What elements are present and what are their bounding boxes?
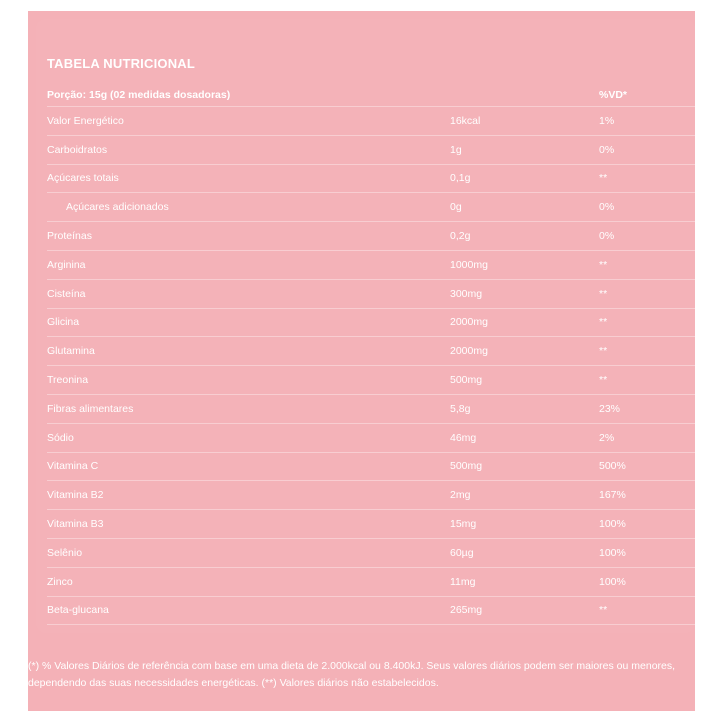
nutrient-amount: 16kcal bbox=[450, 114, 481, 127]
nutrient-amount: 15mg bbox=[450, 518, 477, 531]
nutrient-amount: 60µg bbox=[450, 546, 474, 559]
nutrient-vd: 0% bbox=[599, 143, 615, 156]
table-row bbox=[47, 453, 695, 482]
table-row bbox=[47, 395, 695, 424]
nutrient-name: Arginina bbox=[47, 258, 86, 271]
nutrient-amount: 500mg bbox=[450, 460, 483, 473]
nutrient-amount: 2mg bbox=[450, 489, 471, 502]
nutrient-vd: ** bbox=[599, 172, 608, 185]
nutrient-name: Selênio bbox=[47, 546, 83, 559]
table-row bbox=[47, 309, 695, 338]
table-title: TABELA NUTRICIONAL bbox=[47, 56, 196, 71]
nutrient-amount: 1000mg bbox=[450, 258, 488, 271]
table-row bbox=[47, 165, 695, 194]
nutrient-amount: 265mg bbox=[450, 604, 483, 617]
table-row bbox=[47, 337, 695, 366]
table-row bbox=[47, 107, 695, 136]
table-row bbox=[47, 366, 695, 395]
table-row bbox=[47, 193, 695, 222]
table-row bbox=[47, 424, 695, 453]
nutrient-amount: 2000mg bbox=[450, 345, 488, 358]
table-row bbox=[47, 539, 695, 568]
nutrient-name: Carboidratos bbox=[47, 143, 108, 156]
nutrient-amount: 500mg bbox=[450, 374, 483, 387]
nutrient-name: Zinco bbox=[47, 575, 73, 588]
table-row bbox=[47, 222, 695, 251]
nutrient-vd: 0% bbox=[599, 230, 615, 243]
nutrient-vd: 23% bbox=[599, 402, 621, 415]
nutrient-name: Treonina bbox=[47, 374, 89, 387]
nutrient-amount: 0,1g bbox=[450, 172, 471, 185]
nutrient-vd: ** bbox=[599, 258, 608, 271]
portion-header: Porção: 15g (02 medidas dosadoras) bbox=[47, 89, 231, 101]
table-header-row bbox=[47, 84, 695, 107]
nutrient-vd: ** bbox=[599, 374, 608, 387]
nutrient-name: Vitamina B2 bbox=[47, 489, 104, 502]
nutrient-vd: 167% bbox=[599, 489, 626, 502]
nutrient-vd: ** bbox=[599, 604, 608, 617]
nutrient-name: Açúcares adicionados bbox=[66, 201, 169, 214]
table-row bbox=[47, 251, 695, 280]
vd-header: %VD* bbox=[599, 89, 628, 101]
nutrient-name: Glutamina bbox=[47, 345, 95, 358]
nutrient-vd: ** bbox=[599, 345, 608, 358]
nutrient-name: Vitamina C bbox=[47, 460, 99, 473]
nutrient-vd: ** bbox=[599, 316, 608, 329]
table-row bbox=[47, 568, 695, 597]
nutrient-amount: 46mg bbox=[450, 431, 477, 444]
table-row bbox=[47, 280, 695, 309]
nutrition-panel bbox=[28, 11, 695, 711]
nutrient-amount: 1g bbox=[450, 143, 462, 156]
table-row bbox=[47, 510, 695, 539]
nutrient-name: Beta-glucana bbox=[47, 604, 109, 617]
nutrient-vd: 100% bbox=[599, 575, 626, 588]
nutrient-name: Vitamina B3 bbox=[47, 518, 104, 531]
nutrient-amount: 11mg bbox=[450, 575, 476, 588]
nutrient-name: Açúcares totais bbox=[47, 172, 119, 185]
nutrient-vd: 2% bbox=[599, 431, 615, 444]
nutrient-vd: 0% bbox=[599, 201, 615, 214]
nutrient-amount: 0g bbox=[450, 201, 462, 214]
nutrient-name: Proteínas bbox=[47, 230, 92, 243]
nutrient-vd: 500% bbox=[599, 460, 626, 473]
table-row bbox=[47, 136, 695, 165]
nutrient-name: Sódio bbox=[47, 431, 74, 444]
table-row bbox=[47, 597, 695, 626]
nutrition-card bbox=[36, 19, 695, 633]
nutrient-amount: 2000mg bbox=[450, 316, 488, 329]
nutrient-name: Fibras alimentares bbox=[47, 402, 134, 415]
nutrient-amount: 0,2g bbox=[450, 230, 471, 243]
nutrient-name: Glicina bbox=[47, 316, 80, 329]
nutrient-vd: 100% bbox=[599, 546, 626, 559]
table-row bbox=[47, 481, 695, 510]
footnote: (*) % Valores Diários de referência com base em uma dieta de 2.000kcal ou 8.400kJ. Seus valores diários podem ser maiores ou menores, dependendo das suas necessidades energéticas. (**) Valores diários não estabelecidos. bbox=[28, 660, 676, 689]
nutrient-amount: 300mg bbox=[450, 287, 483, 300]
nutrient-vd: ** bbox=[599, 287, 608, 300]
nutrient-name: Valor Energético bbox=[47, 114, 124, 127]
nutrition-table bbox=[47, 84, 695, 625]
nutrient-amount: 5,8g bbox=[450, 402, 471, 415]
nutrient-name: Cisteína bbox=[47, 287, 86, 300]
nutrient-vd: 1% bbox=[599, 114, 615, 127]
nutrient-vd: 100% bbox=[599, 518, 626, 531]
